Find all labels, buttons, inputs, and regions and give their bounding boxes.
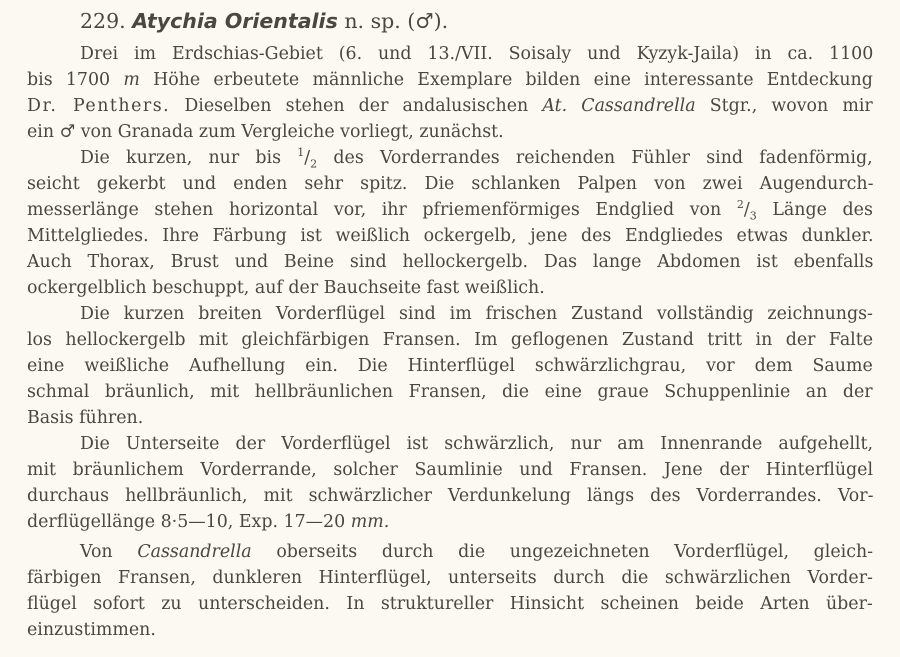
text-line: Von Cassandrella oberseits durch die ungezeichneten Vorderflügel, gleich- bbox=[80, 542, 874, 562]
text-line: Dr. Penthers. Dieselben stehen der andalusischen At. Cassandrella Stgr., wovon mir bbox=[27, 96, 873, 116]
text-line: los hellockergelb mit gleichfärbigen Fransen. Im geflogenen Zustand tritt in der Falte bbox=[27, 330, 874, 350]
text-line: Die Unterseite der Vorderflügel ist schwärzlich, nur am Innenrande aufgehellt, bbox=[80, 434, 873, 454]
text-line: durchaus hellbräunlich, mit schwärzlicher Verdunkelung längs des Vorderrandes. Vor- bbox=[27, 486, 874, 506]
text-line: bis 1700 m Höhe erbeutete männliche Exemplare bilden eine interessante Entdeckung bbox=[27, 70, 873, 90]
text-line: seicht gekerbt und enden sehr spitz. Die schlanken Palpen von zwei Augendurch- bbox=[27, 174, 874, 194]
text-line: ockergelblich beschuppt, auf der Bauchseite fast weißlich. bbox=[27, 278, 545, 298]
text-line: messerlänge stehen horizontal vor, ihr pfriemenförmiges Endglied von $^2/_3$ Länge des bbox=[27, 198, 873, 223]
text-line: schmal bräunlich, mit hellbräunlichen Fransen, die eine graue Schuppenlinie an der bbox=[27, 382, 873, 402]
text-line: Die kurzen, nur bis $^1/_2$ des Vorderrandes reichenden Fühler sind fadenförmig, bbox=[80, 146, 873, 171]
species-name: Atychia Orientalis bbox=[132, 9, 338, 33]
species-reference: Cassandrella bbox=[137, 542, 252, 562]
text-line: eine weißliche Aufhellung ein. Die Hinterflügel schwärzlichgrau, vor dem Saume bbox=[27, 356, 873, 376]
species-reference: At. Cassandrella bbox=[542, 96, 696, 116]
text-line: Mittelgliedes. Ihre Färbung ist weißlich ockergelb, jene des Endgliedes etwas dunkler. bbox=[27, 226, 874, 246]
fraction: $^2/_3$ bbox=[736, 198, 757, 223]
text-line: einzustimmen. bbox=[27, 620, 156, 640]
text-line: mit bräunlichem Vorderrande, solcher Saumlinie und Fransen. Jene der Hinterflügel bbox=[27, 460, 874, 480]
text-line: ein ♂ von Granada zum Vergleiche vorliegt, zunächst. bbox=[27, 122, 504, 142]
text-line: Basis führen. bbox=[27, 408, 144, 428]
fraction: $^1/_2$ bbox=[297, 146, 318, 171]
text-line: flügel sofort zu unterscheiden. In struktureller Hinsicht scheinen beide Arten über- bbox=[27, 594, 873, 614]
text-line: Drei im Erdschias-Gebiet (6. und 13./VII. Soisaly und Kyzyk-Jaila) in ca. 1100 bbox=[80, 44, 874, 64]
species-number: 229. bbox=[80, 9, 126, 33]
text-line: Die kurzen breiten Vorderflügel sind im frischen Zustand vollständig zeichnungs- bbox=[80, 304, 873, 324]
species-heading bbox=[80, 6, 448, 36]
text-line: derflügellänge 8·5—10, Exp. 17—20 mm. bbox=[27, 512, 390, 532]
species-suffix: n. sp. (♂). bbox=[344, 9, 449, 33]
person-name: Dr. Penthers. bbox=[27, 96, 171, 116]
text-line: Auch Thorax, Brust und Beine sind hellockergelb. Das lange Abdomen ist ebenfalls bbox=[27, 252, 874, 272]
text-line: färbigen Fransen, dunkleren Hinterflügel, unterseits durch die schwärzlichen Vorder- bbox=[27, 568, 873, 588]
